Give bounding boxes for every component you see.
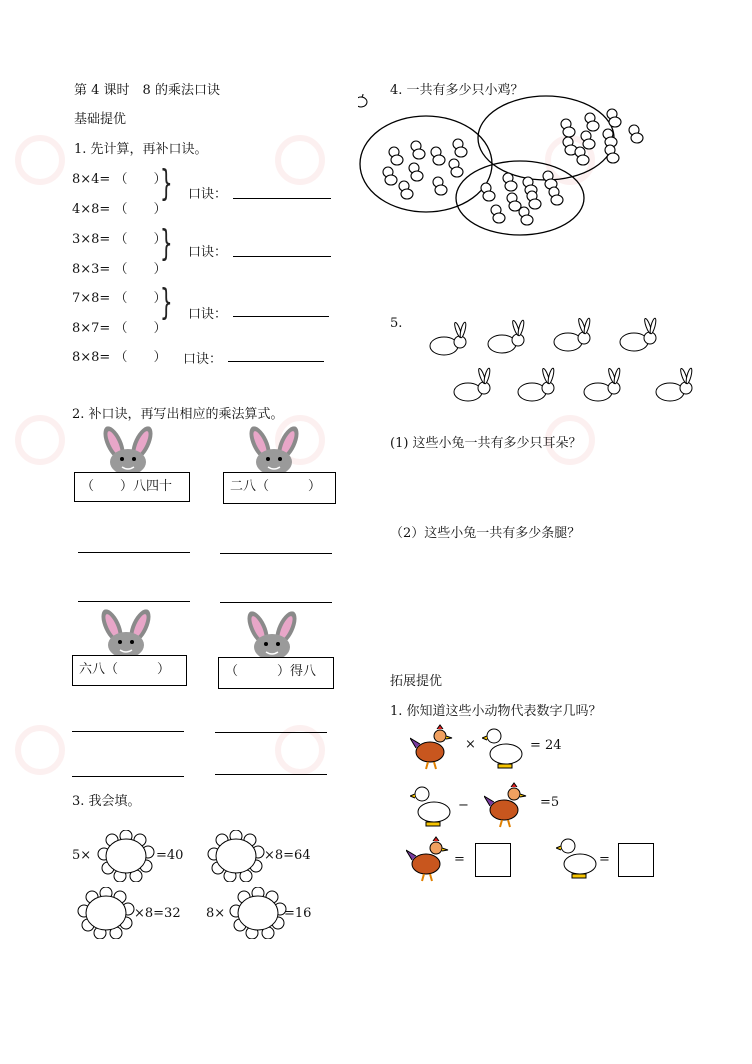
ext-res-1: = 24 [530,738,562,753]
q3-item-4-right: =16 [284,906,312,921]
q1-row-4: 8×3= （ ） [72,262,167,277]
brace-1: } [160,163,173,204]
q1-row-1: 8×4= （ ） [72,172,167,187]
q5-sub2: （2）这些小兔一共有多少条腿？ [390,526,581,541]
rabbit-icon [488,320,525,353]
answer-line[interactable] [72,776,184,777]
rooster-icon [484,782,530,828]
ext-res-2: =5 [540,795,560,810]
chick-icon [358,94,367,107]
q1-row-2: 4×8= （ ） [72,202,167,217]
koujue-label-3: 口诀： [188,307,228,322]
koujue-label-1: 口诀： [188,187,228,202]
section-ext: 拓展提优 [390,674,443,689]
q5-sub1: (1) 这些小兔一共有多少只耳朵？ [390,436,582,451]
answer-line[interactable] [220,553,332,554]
answer-line[interactable] [215,774,327,775]
koujue-answer-line-3[interactable] [233,316,329,317]
rabbit-head-icon [96,425,160,475]
q1-row-5: 7×8= （ ） [72,291,167,306]
page-title: 第 4 课时 8 的乘法口诀 [74,83,220,98]
answer-line[interactable] [72,731,184,732]
koujue-box-1[interactable]: （ ）八四十 [74,472,190,502]
ext1-title: 1. 你知道这些小动物代表数字几吗？ [390,704,602,719]
q1-row-3: 3×8= （ ） [72,232,167,247]
ext-eq-4: = [599,852,610,867]
koujue-box-3[interactable]: 六八（ ） [72,655,187,686]
q3-item-1-left: 5× [72,848,92,863]
q2-title: 2. 补口诀，再写出相应的乘法算式。 [72,407,284,422]
rabbit-head-icon [94,608,158,658]
rabbit-head-icon [242,425,306,475]
q3-title: 3. 我会填。 [72,794,141,809]
flower-blank-icon[interactable] [96,830,156,882]
ext-op-2: − [458,798,469,813]
rabbits-picture [418,310,698,410]
answer-line[interactable] [78,601,190,602]
chicks-picture [358,94,678,240]
q3-item-4-left: 8× [206,906,226,921]
koujue-answer-line-2[interactable] [233,256,331,257]
q1-row-7: 8×8= （ ） [72,350,167,365]
rabbit-head-icon [240,610,304,660]
koujue-answer-line-4[interactable] [228,361,324,362]
q3-item-3-right: ×8=32 [134,906,181,921]
koujue-label-4: 口诀： [183,352,223,367]
q1-title: 1. 先计算，再补口诀。 [74,142,208,157]
flower-blank-icon[interactable] [228,887,288,939]
rooster-icon [410,724,456,770]
q5-title: 5. [390,316,403,331]
brace-3: } [160,282,173,323]
koujue-box-4[interactable]: （ ）得八 [218,657,334,689]
ext-op-1: × [465,737,476,752]
section-basic: 基础提优 [74,112,127,127]
rabbit-icon [430,322,467,355]
ext-eq-3: = [454,852,465,867]
rabbit-icon [620,318,657,351]
rabbit-icon [554,318,591,351]
rabbit-icon [584,368,621,401]
flower-blank-icon[interactable] [206,830,266,882]
answer-line[interactable] [215,732,327,733]
duck-icon [410,782,456,828]
answer-box-rooster[interactable] [475,843,511,877]
rabbit-icon [454,368,491,401]
koujue-box-2[interactable]: 二八（ ） [223,472,336,504]
q1-row-6: 8×7= （ ） [72,321,167,336]
q3-item-2-right: ×8=64 [264,848,311,863]
duck-icon [482,724,528,770]
answer-line[interactable] [220,602,332,603]
koujue-answer-line-1[interactable] [233,198,331,199]
q4-title: 4. 一共有多少只小鸡？ [390,83,524,98]
q3-item-1-right: =40 [156,848,184,863]
flower-blank-icon[interactable] [76,887,136,939]
duck-icon [556,834,602,880]
rabbit-icon [518,368,555,401]
answer-box-duck[interactable] [618,843,654,877]
brace-2: } [160,223,173,264]
rabbit-icon [656,368,693,401]
answer-line[interactable] [78,552,190,553]
rooster-icon [406,836,452,882]
koujue-label-2: 口诀： [188,245,228,260]
